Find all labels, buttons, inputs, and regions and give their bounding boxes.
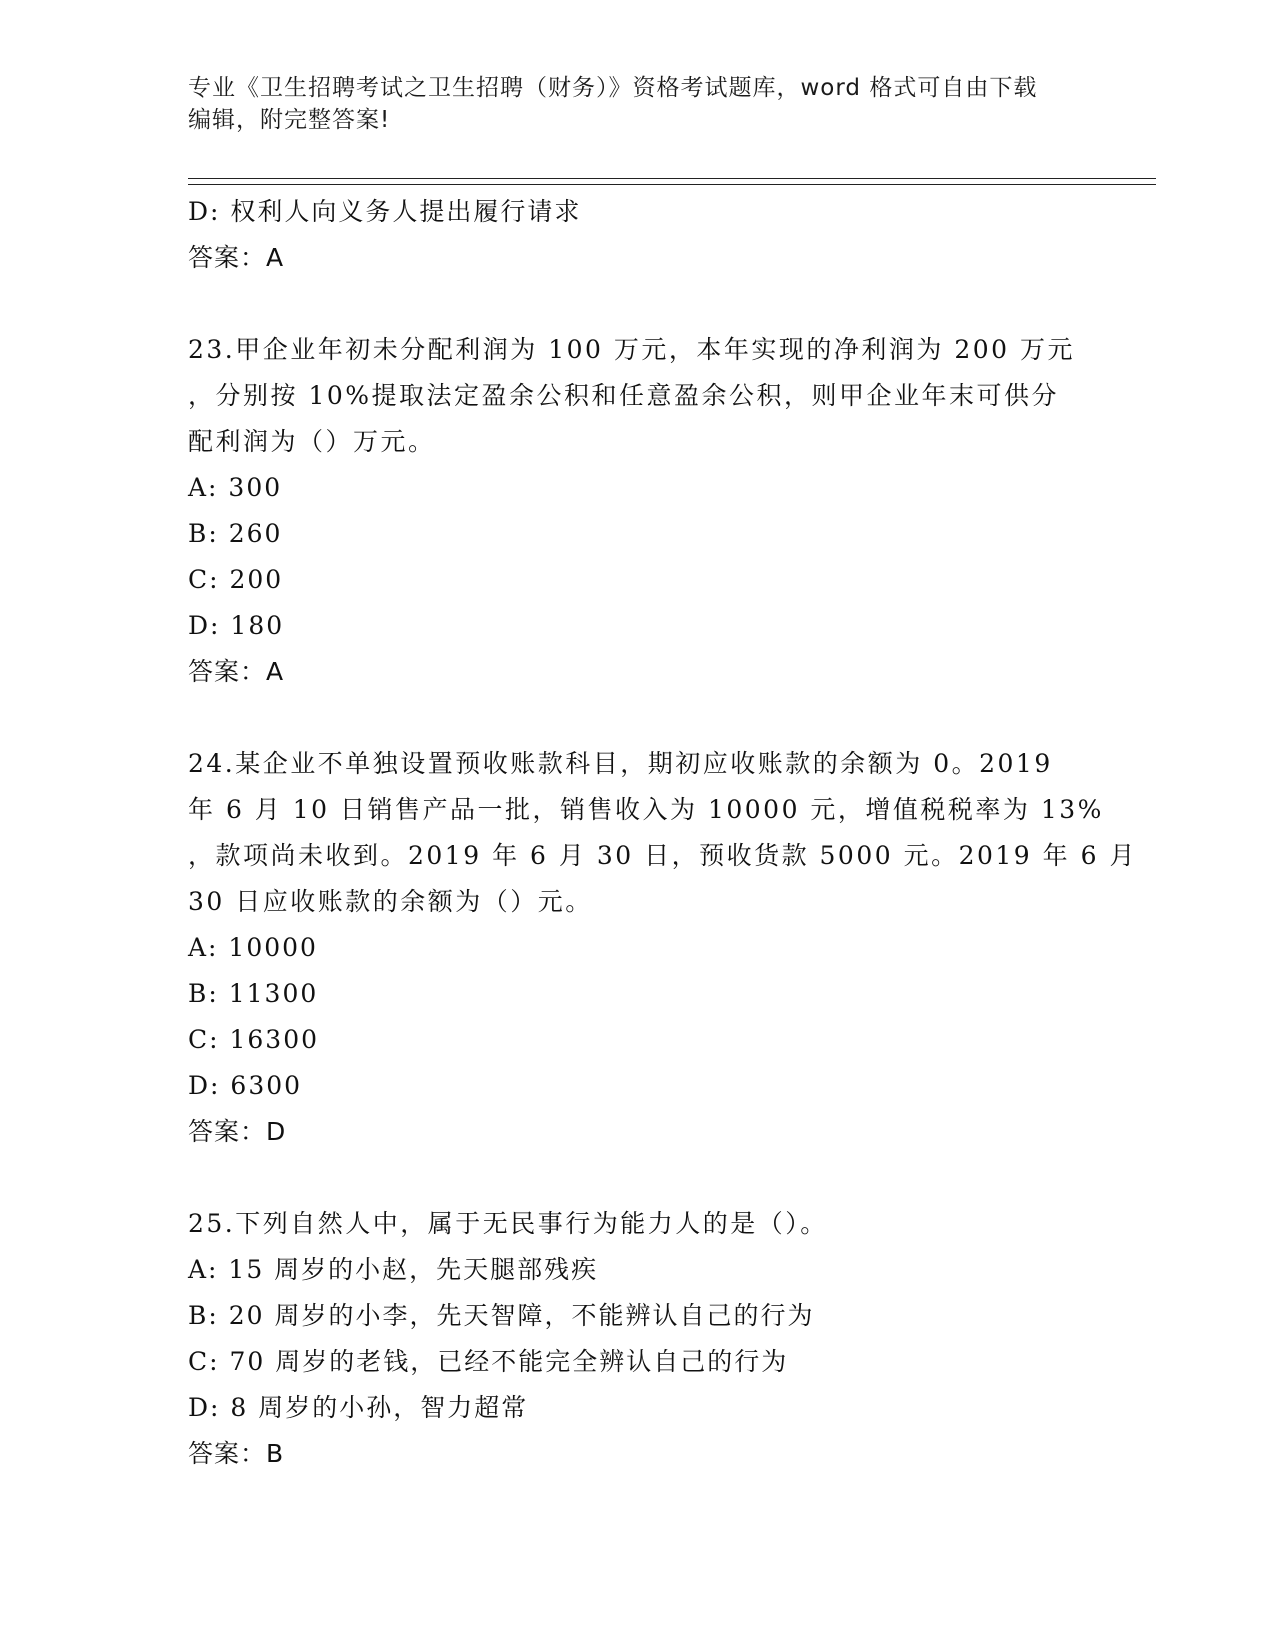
option-a: A: 300: [188, 473, 283, 502]
option-a: A: 15 周岁的小赵，先天腿部残疾: [188, 1255, 599, 1284]
option-b: B: 11300: [188, 979, 319, 1008]
option-d: D: 180: [188, 611, 285, 640]
option-c: C: 200: [188, 565, 284, 594]
question-text-line: ，款项尚未收到。2019 年 6 月 30 日，预收货款 5000 元。2019 年 6 月: [188, 841, 1137, 870]
prev-question-option-d: D: 权利人向义务人提出履行请求: [188, 197, 582, 226]
question-25: [188, 1201, 1088, 1477]
question-text-line: 24.某企业不单独设置预收账款科目，期初应收账款的余额为 0。2019: [188, 749, 1053, 778]
option-c: C: 70 周岁的老钱，已经不能完全辨认自己的行为: [188, 1347, 789, 1376]
option-b: B: 20 周岁的小李，先天智障，不能辨认自己的行为: [188, 1301, 815, 1330]
document-header: [188, 72, 1088, 136]
option-b: B: 260: [188, 519, 283, 548]
option-d: D: 6300: [188, 1071, 303, 1100]
option-d: D: 8 周岁的小孙，智力超常: [188, 1393, 529, 1422]
header-divider-top: [188, 178, 1156, 179]
spacer: [188, 1155, 1088, 1201]
answer: 答案：D: [188, 1117, 287, 1146]
prev-question-answer: 答案：A: [188, 243, 285, 272]
header-divider-bottom: [188, 184, 1156, 185]
header-line-1: 专业《卫生招聘考试之卫生招聘（财务）》资格考试题库，word 格式可自由下载: [188, 75, 1038, 101]
header-line-2: 编辑，附完整答案!: [188, 107, 391, 133]
question-text-line: ，分别按 10%提取法定盈余公积和任意盈余公积，则甲企业年末可供分: [188, 381, 1060, 410]
option-a: A: 10000: [188, 933, 318, 962]
question-24: [188, 741, 1137, 1155]
question-text-line: 配利润为（）万元。: [188, 427, 436, 456]
spacer: [188, 281, 1088, 327]
answer: 答案：A: [188, 657, 285, 686]
answer: 答案：B: [188, 1439, 285, 1468]
question-text-line: 30 日应收账款的余额为（）元。: [188, 887, 593, 916]
question-text-line: 年 6 月 10 日销售产品一批，销售收入为 10000 元，增值税税率为 13%: [188, 795, 1104, 824]
spacer: [188, 695, 1088, 741]
question-text-line: 23.甲企业年初未分配利润为 100 万元，本年实现的净利润为 200 万元: [188, 335, 1075, 364]
question-23: [188, 327, 1088, 695]
option-c: C: 16300: [188, 1025, 320, 1054]
question-text-line: 25.下列自然人中，属于无民事行为能力人的是（）。: [188, 1209, 828, 1238]
document-body: [188, 189, 1137, 1477]
